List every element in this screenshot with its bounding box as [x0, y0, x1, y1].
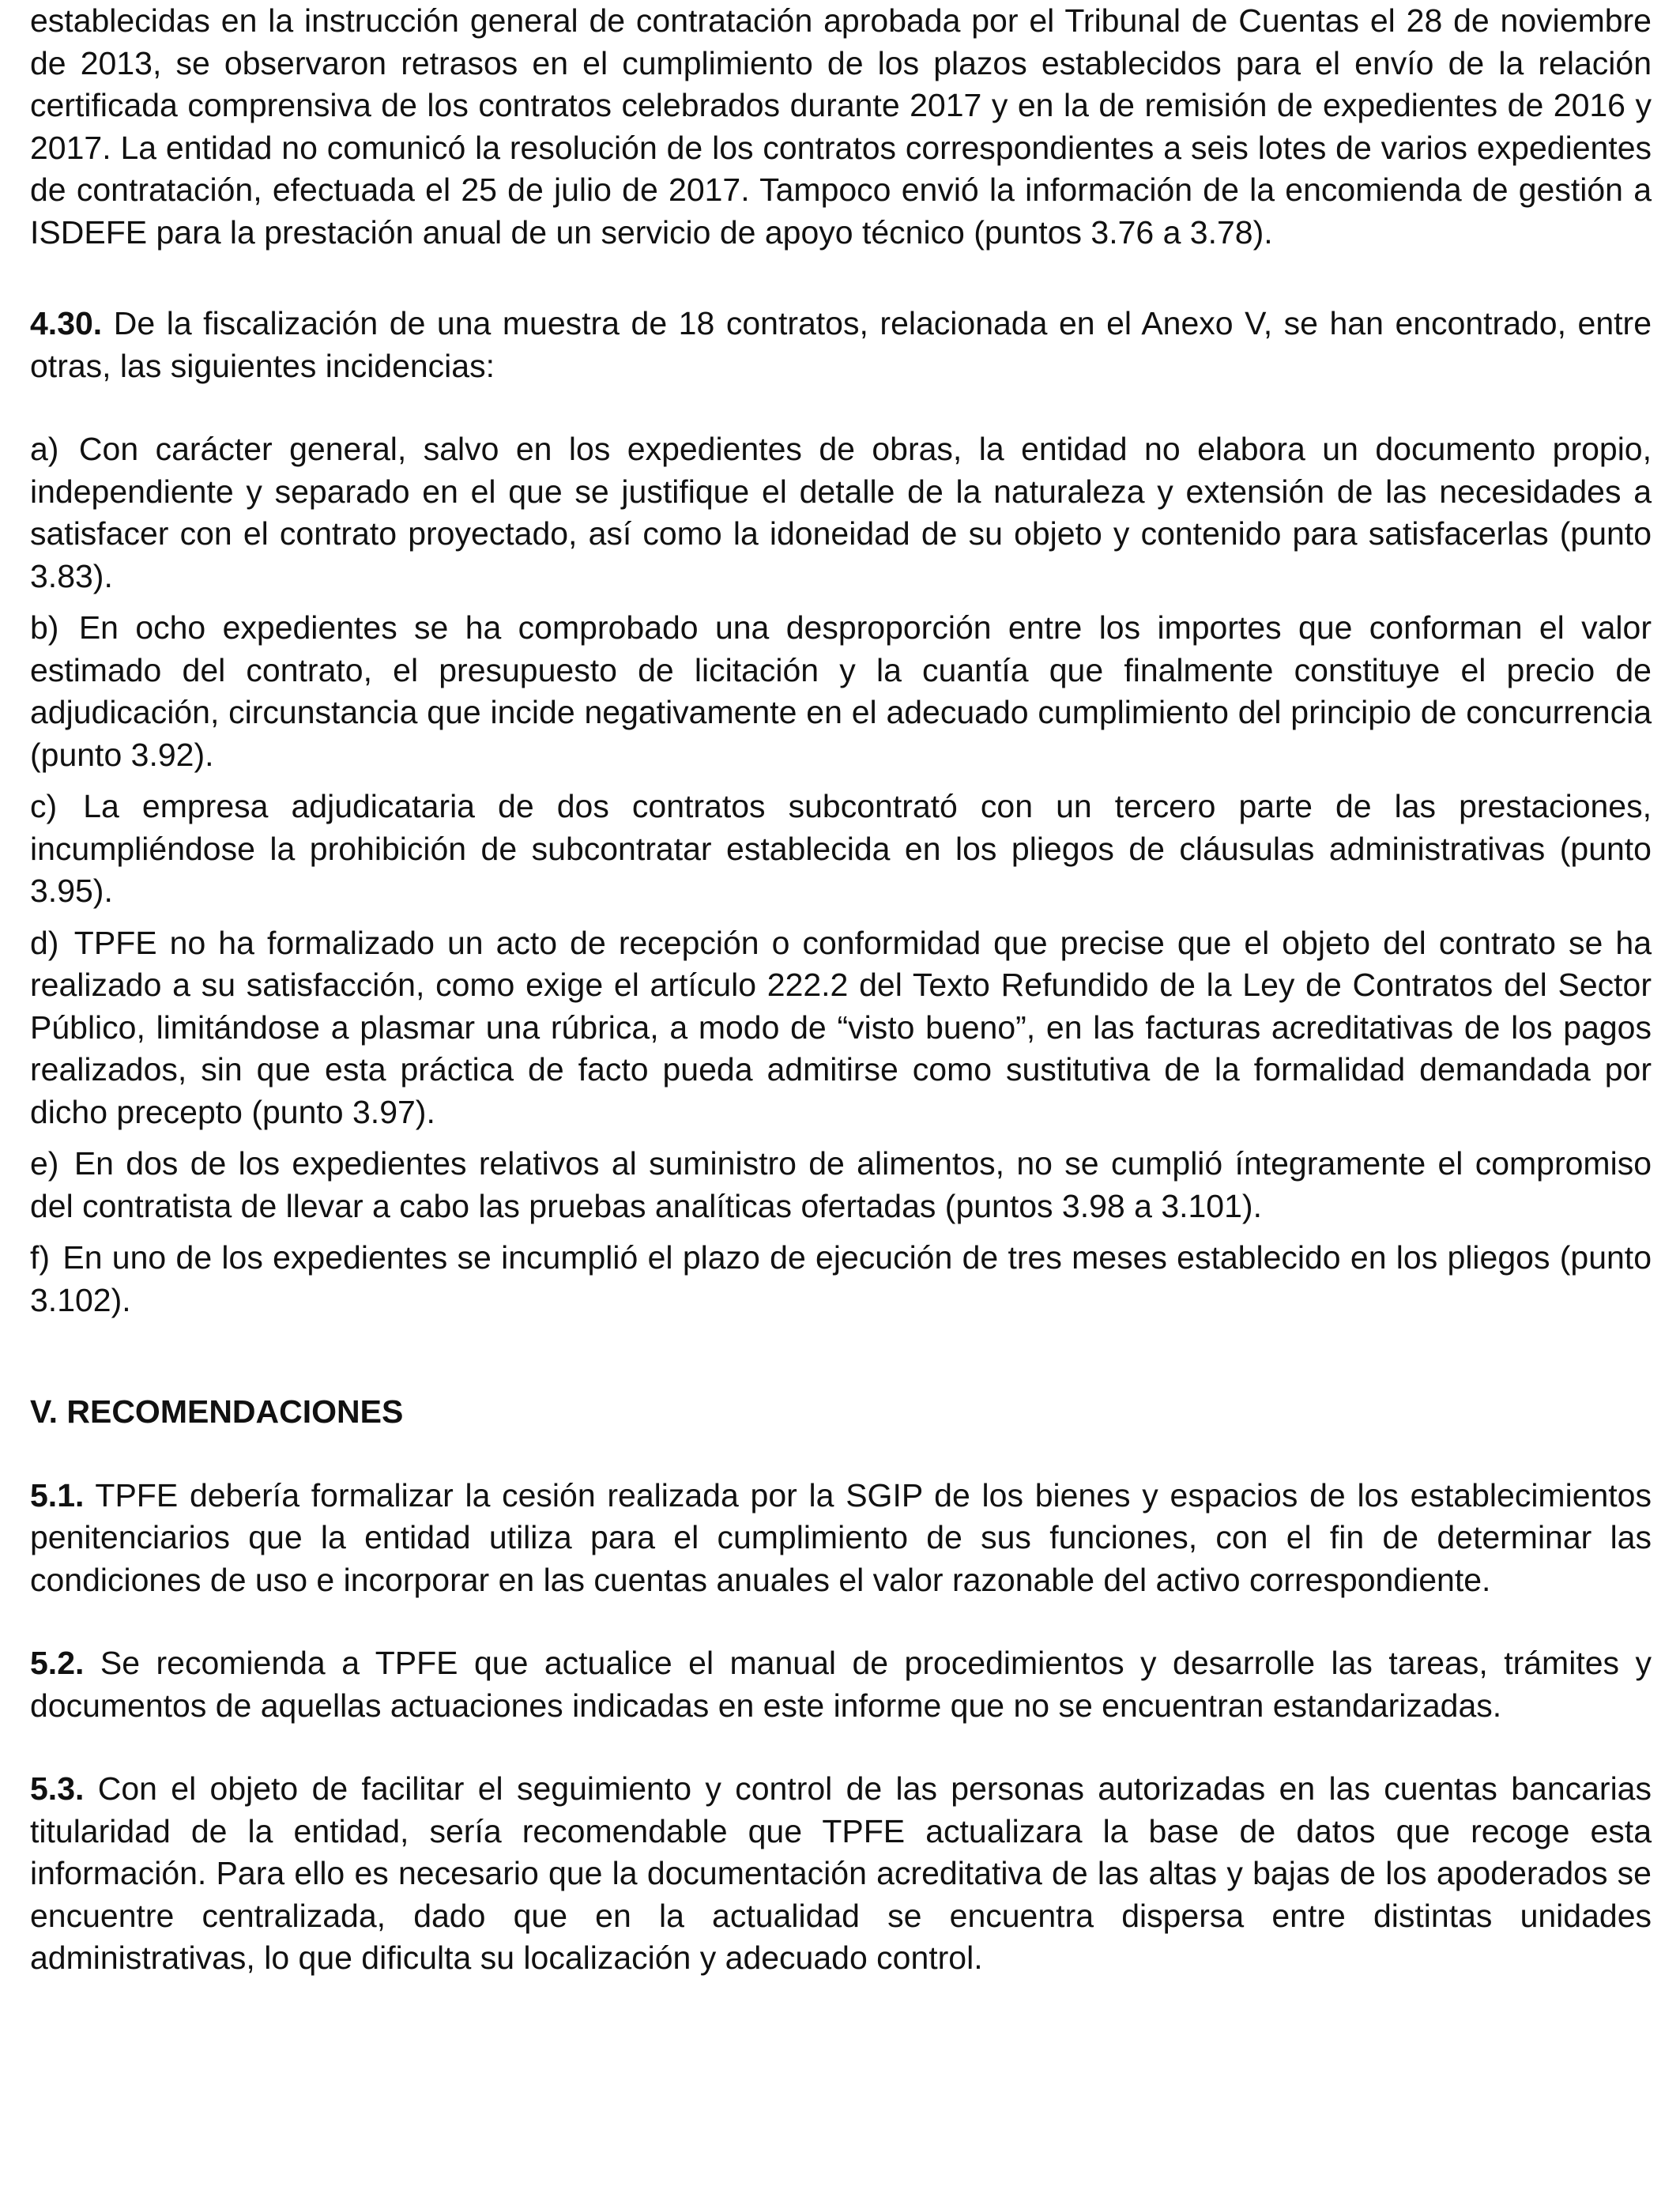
recommendation-number: 5.3.	[30, 1770, 85, 1807]
incidence-item-b	[30, 607, 1652, 776]
recommendation-text: TPFE debería formalizar la cesión realizada por la SGIP de los bienes y espacios de los establecimientos penitenciarios que la entidad utiliza para el cumplimiento de sus funciones, con el fin de determinar las condiciones de uso e incorporar en las cuentas anuales el valor razonable del activo correspondiente.	[30, 1476, 1652, 1598]
section-heading: V. RECOMENDACIONES	[30, 1393, 404, 1430]
paragraph-number: 4.30.	[30, 305, 103, 341]
paragraph-text: De la fiscalización de una muestra de 18 contratos, relacionada en el Anexo V, se han encontrado, entre otras, las siguientes incidencias:	[30, 305, 1652, 384]
intro-paragraph: establecidas en la instrucción general de contratación aprobada por el Tribunal de Cuentas el 28 de noviembre de 2013, se observaron retrasos en el cumplimiento de los plazos establecidos para el envío de la relación certificada comprensiva de los contratos celebrados durante 2017 y en la de remisión de expedientes de 2016 y 2017. La entidad no comunicó la resolución de los contratos correspondientes a seis lotes de varios expedientes de contratación, efectuada el 25 de julio de 2017. Tampoco envió la información de la encomienda de gestión a ISDEFE para la prestación anual de un servicio de apoyo técnico (puntos 3.76 a 3.78).	[30, 2, 1652, 251]
item-label: a)	[30, 431, 59, 467]
item-text: La empresa adjudicataria de dos contratos subcontrató con un tercero parte de las prestaciones, incumpliéndose la prohibición de subcontratar establecida en los pliegos de cláusulas administrativas (punto 3.95).	[30, 788, 1652, 909]
incidence-item-f	[30, 1237, 1652, 1321]
recommendation-text: Con el objeto de facilitar el seguimiento y control de las personas autorizadas en las cuentas bancarias titularidad de la entidad, sería recomendable que TPFE actualizara la base de datos que recoge esta información. Para ello es necesario que la documentación acreditativa de las altas y bajas de los apoderados se encuentre centralizada, dado que en la actualidad se encuentra dispersa entre distintas unidades administrativas, lo que dificulta su localización y adecuado control.	[30, 1770, 1652, 1976]
item-text: En uno de los expedientes se incumplió el plazo de ejecución de tres meses establecido en los pliegos (punto 3.102).	[30, 1239, 1652, 1318]
recommendation-5-1	[30, 1475, 1652, 1602]
recommendation-number: 5.1.	[30, 1476, 85, 1514]
paragraph-4-30	[30, 303, 1652, 387]
recommendation-text: Se recomienda a TPFE que actualice el manual de procedimientos y desarrolle las tareas, trámites y documentos de aquellas actuaciones indicadas en este informe que no se encuentran estandarizadas.	[30, 1645, 1652, 1724]
incidence-item-a	[30, 428, 1652, 598]
incidence-item-d	[30, 922, 1652, 1134]
item-label: b)	[30, 609, 59, 646]
recommendation-5-3	[30, 1768, 1652, 1980]
recommendation-number: 5.2.	[30, 1645, 85, 1681]
recommendation-5-2	[30, 1642, 1652, 1727]
item-label: f)	[30, 1239, 51, 1276]
item-label: d)	[30, 924, 59, 961]
item-text: TPFE no ha formalizado un acto de recepción o conformidad que precise que el objeto del contrato se ha realizado a su satisfacción, como exige el artículo 222.2 del Texto Refundido de la Ley de Contratos del Sector Público, limitándose a plasmar una rúbrica, a modo de “visto bueno”, en las facturas acreditativas de los pagos realizados, sin que esta práctica de facto pueda admitirse como sustitutiva de la formalidad demandada por dicho precepto (punto 3.97).	[30, 924, 1652, 1130]
item-text: Con carácter general, salvo en los expedientes de obras, la entidad no elabora un documento propio, independiente y separado en el que se justifique el detalle de la naturaleza y extensión de las necesidades a satisfacer con el contrato proyectado, así como la idoneidad de su objeto y contenido para satisfacerlas (punto 3.83).	[30, 431, 1652, 594]
item-text: En ocho expedientes se ha comprobado una desproporción entre los importes que conforman el valor estimado del contrato, el presupuesto de licitación y la cuantía que finalmente constituye el precio de adjudicación, circunstancia que incide negativamente en el adecuado cumplimiento del principio de concurrencia (punto 3.92).	[30, 609, 1652, 773]
incidence-item-e	[30, 1143, 1652, 1227]
item-label: c)	[30, 788, 58, 824]
item-label: e)	[30, 1145, 59, 1182]
item-text: En dos de los expedientes relativos al suministro de alimentos, no se cumplió íntegramente el compromiso del contratista de llevar a cabo las pruebas analíticas ofertadas (puntos 3.98 a 3.101).	[30, 1145, 1652, 1224]
incidence-item-c	[30, 786, 1652, 913]
document-page	[30, 0, 1652, 1980]
